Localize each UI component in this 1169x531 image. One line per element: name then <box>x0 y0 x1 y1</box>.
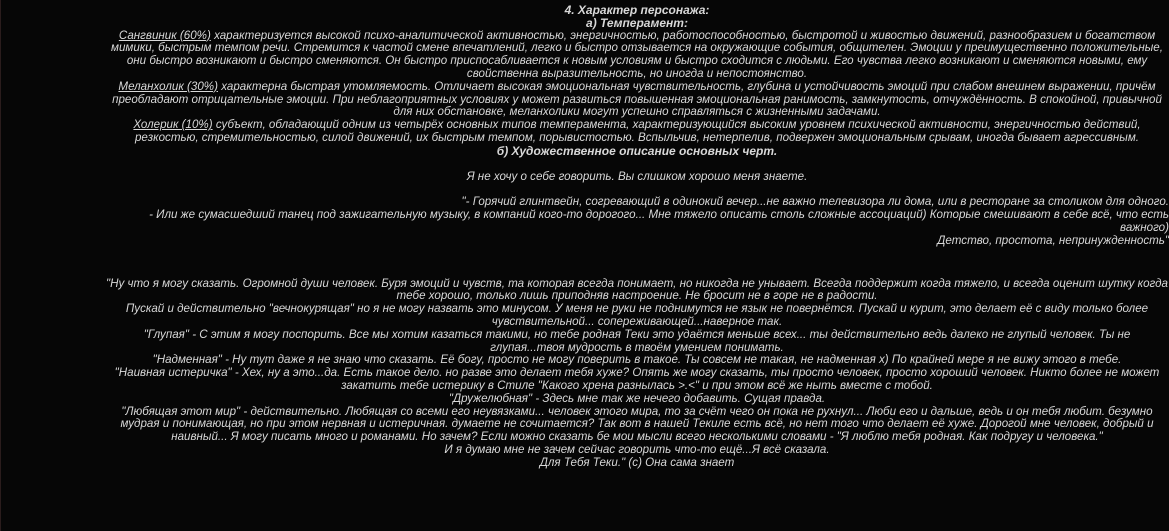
testimonial-paragraph: И я думаю мне не зачем сейчас говорить что-то ещё...Я всё сказала. <box>444 442 830 456</box>
associations-quote <box>105 196 1169 247</box>
testimonial-paragraph: "Наивная истеричка" - Хех, ну а это...да. Есть такое дело. но разве это делает тебя хуже? Опять же могу сказать, ты просто человек, просто хороший человек. Никто более не может закатить тебе истерику в Стиле "Какого хрена разнылась >.<" и при этом всё же ныть вместе с тобой. <box>114 366 1160 392</box>
testimonial-paragraph: "Глупая" - С этим я могу поспорить. Все мы хотим казаться такими, но тебе родная Теки это удаётся меньше всех... ты действительно ведь далеко не глупый человек. Ты не глупая...твоя мудрость в твоём умением понимать. <box>143 327 1131 354</box>
choleric-paragraph <box>105 119 1169 145</box>
friend-testimonial <box>105 278 1169 470</box>
spacer <box>105 248 1169 278</box>
choleric-term: Холерик (10%) <box>133 118 213 132</box>
quote-line: "- Горячий глинтвейн, согревающий в одинокий вечер...не важно телевизора ли дома, или в ресторане за столиком для одного. <box>461 195 1169 209</box>
self-intro-line: Я не хочу о себе говорить. Вы слишком хорошо меня знаете. <box>466 169 808 183</box>
temperament-heading: а) Темперамент: <box>586 15 688 30</box>
character-description <box>105 4 1169 470</box>
testimonial-paragraph: "Любящая этот мир" - действительно. Любящая со всеми его неувязками... человек этого мира, то за счёт чего он пока не рухнул... Люби его и дальше, ведь и он тебя любит. безумно мудрая и понимающая, но при этом нервная и истеричная. думаете не сочитается? Так вот в нашей Текиле есть всё, но нет того что делает её хуже. Дорогой мне человек, добрый и наивный... Я могу писать много и романами. Но зачем? Если можно сказать бе мои мысли всего несколькими словами - "Я люблю тебя родная. Как подругу и человека." <box>120 404 1154 444</box>
sanguine-term: Сангвиник (60%) <box>118 28 211 42</box>
sanguine-text: характеризуется высокой психо-аналитической активностью, энергичностью, работоспособностью, быстротой и живостью движений, разнообразием и богатством мимики, быстрым темпом речи. Стремится к частой смене впечатлений, легко и быстро отзывается на окружающие события, общителен. Эмоции у преимущественно положительные, они быстро возникают и быстро сменяются. Он быстро приспосабливается к новым условиям и быстро сходится с людьми. Его чувства легко возникают и сменяются новыми, ему свойственна выразительность, но иногда и непостоянство. <box>111 28 1163 80</box>
testimonial-paragraph: Пускай и действительно "вечнокурящая" но я не могу назвать это минусом. У меня не руки не поднимутся не язык не повернётся. Пускай и курит, это делает её с виду только более чувствительной... сопереживающей...наверное так. <box>125 302 1149 328</box>
melancholic-paragraph <box>105 81 1169 119</box>
sanguine-paragraph <box>105 30 1169 81</box>
melancholic-term: Меланхолик (30%) <box>118 79 218 93</box>
quote-line: - Или же сумасшедший танец под зажигательную музыку, в компаний кого-то дорогого... Мне тяжело описать столь сложные ассоциаций) Которые смешивают в себе всё, что есть важного) <box>149 208 1169 234</box>
artistic-description-heading: б) Художественное описание основных черт. <box>496 143 778 158</box>
melancholic-text: характерна быстрая утомляемость. Отличает высокая эмоциональная чувствительность, глубина и устойчивость эмоций при слабом внешнем выражении, причём преобладают отрицательные эмоции. При неблагоприятных условиях у может развиться повышенная эмоциональная ранимость, замкнутость, отчуждённость. В спокойной, привычной для них обстановке, меланхолики могут успешно справляться с жизненными задачами. <box>112 79 1162 119</box>
choleric-text: субъект, обладающий одним из четырёх основных типов темперамента, характеризующийся высоким уровнем психической активности, энергичностью действий, резкостью, стремительностью, силой движений, их быстрым темпом, порывистостью. Вспыльчив, нетерпелив, подвержен эмоциональным срывам, иногда бывает агрессивным. <box>134 118 1141 144</box>
testimonial-signature: Для Тебя Теки." (с) Она сама знает <box>539 455 735 469</box>
section-heading: 4. Характер персонажа: <box>564 3 710 17</box>
testimonial-paragraph: "Ну что я могу сказать. Огромной души человек. Буря эмоций и чувств, та которая всегда понимает, но никогда не унывает. Всегда поддержит когда тяжело, и всегда оценит шутку когда тебе хорошо, только лишь приподняв настроение. Не бросит не в горе не в радости. <box>105 276 1169 303</box>
testimonial-paragraph: "Надменная" - Ну тут даже я не знаю что сказать. Её богу, просто не могу поверить в такое. Ты совсем не такая, не надменная х) По крайней мере я не вижу этого в тебе. <box>152 353 1122 367</box>
quote-line: Детство, простота, непринужденность" <box>937 233 1169 247</box>
testimonial-paragraph: "Дружелюбная" - Здесь мне так же нечего добавить. Сущая правда. <box>448 391 826 405</box>
spacer <box>105 158 1169 171</box>
